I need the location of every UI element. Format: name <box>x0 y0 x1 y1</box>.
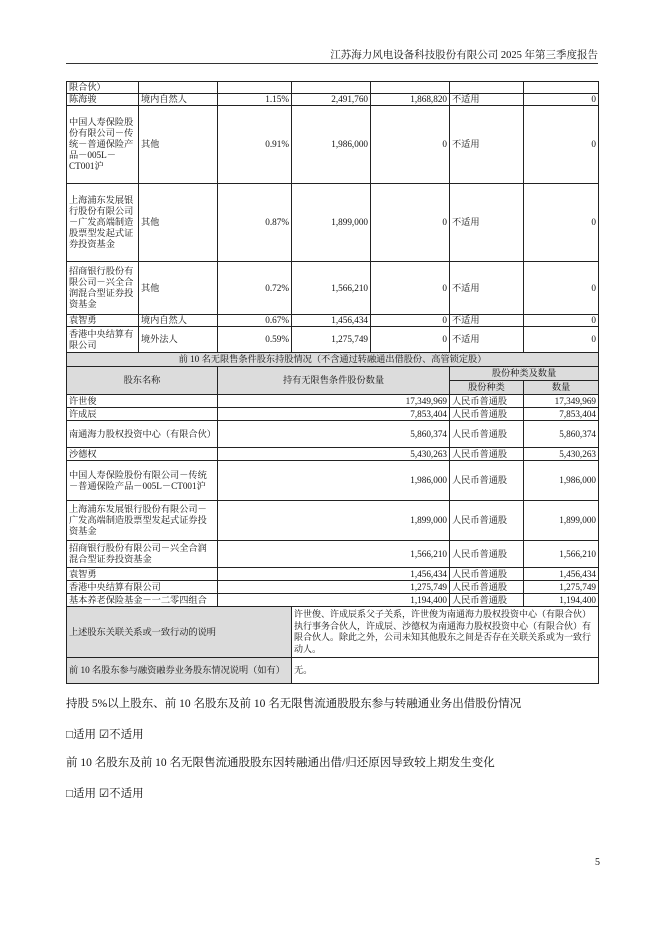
page-header: 江苏海力风电设备科技股份有限公司 2025 年第三季度报告 <box>330 50 598 61</box>
u-qty: 5,430,263 <box>524 448 599 461</box>
u-name: 基本养老保险基金－一二零四组合 <box>67 594 218 607</box>
table-row <box>67 106 599 184</box>
u-type: 人民币普通股 <box>450 581 524 594</box>
table-row <box>67 315 599 327</box>
u-qty: 5,860,374 <box>524 421 599 448</box>
holder-ratio: 0.91% <box>218 106 292 184</box>
u-shares: 1,194,400 <box>218 594 450 607</box>
holder-name: 上海浦东发展银行股份有限公司－广发高端制造股票型发起式证券投资基金 <box>67 184 139 262</box>
u-qty: 1,986,000 <box>524 461 599 501</box>
table-row <box>67 581 599 594</box>
u-type: 人民币普通股 <box>450 421 524 448</box>
u-name: 沙德权 <box>67 448 218 461</box>
u-type: 人民币普通股 <box>450 448 524 461</box>
holder-ratio: 0.59% <box>218 327 292 353</box>
margin-row <box>67 658 599 684</box>
holder-nature: 境内自然人 <box>139 94 218 106</box>
lending-paragraph: 持股 5%以上股东、前 10 名股东及前 10 名无限售流通股股东参与转融通业务出借股份情况 <box>66 698 522 710</box>
holder-shares: 1,275,749 <box>292 327 371 353</box>
table-row <box>67 82 599 94</box>
u-shares: 1,456,434 <box>218 568 450 581</box>
holder-ratio: 0.72% <box>218 262 292 315</box>
holder-nature: 其他 <box>139 184 218 262</box>
holder-qty: 0 <box>524 106 599 184</box>
margin-label: 前 10 名股东参与融资融券业务股东情况说明（如有） <box>67 658 292 684</box>
holder-status: 不适用 <box>450 94 524 106</box>
change-paragraph: 前 10 名股东及前 10 名无限售流通股股东因转融通出借/归还原因导致较上期发生变化 <box>66 757 495 769</box>
holder-status <box>450 82 524 94</box>
holder-restricted: 0 <box>371 327 450 353</box>
holder-name: 香港中央结算有限公司 <box>67 327 139 353</box>
holder-nature <box>139 82 218 94</box>
u-shares: 17,349,969 <box>218 395 450 408</box>
holder-shares: 2,491,760 <box>292 94 371 106</box>
u-name: 许成辰 <box>67 408 218 421</box>
u-type: 人民币普通股 <box>450 408 524 421</box>
table-row <box>67 395 599 408</box>
holder-status: 不适用 <box>450 184 524 262</box>
holder-status: 不适用 <box>450 315 524 327</box>
section-title: 前 10 名无限售条件股东持股情况（不含通过转融通出借股份、高管锁定股） <box>67 353 599 367</box>
col-header-shares: 持有无限售条件股份数量 <box>218 367 450 395</box>
table-row <box>67 262 599 315</box>
table-row <box>67 448 599 461</box>
section-title-row <box>67 353 599 367</box>
holder-name: 陈海骏 <box>67 94 139 106</box>
holder-ratio: 1.15% <box>218 94 292 106</box>
change-applicability: □适用 ☑不适用 <box>66 788 144 800</box>
holder-name: 招商银行股份有限公司－兴全合润混合型证券投资基金 <box>67 262 139 315</box>
holder-restricted: 0 <box>371 262 450 315</box>
table-row <box>67 461 599 501</box>
holder-nature: 其他 <box>139 262 218 315</box>
u-type: 人民币普通股 <box>450 568 524 581</box>
relation-row <box>67 607 599 658</box>
col-header-qty: 数量 <box>524 381 599 395</box>
holder-qty: 0 <box>524 262 599 315</box>
relation-label: 上述股东关联关系或一致行动的说明 <box>67 607 292 658</box>
holder-nature: 境内自然人 <box>139 315 218 327</box>
u-name: 中国人寿保险股份有限公司－传统－普通保险产品－005L－CT001沪 <box>67 461 218 501</box>
lending-applicability: □适用 ☑不适用 <box>66 729 144 741</box>
u-shares: 1,899,000 <box>218 501 450 541</box>
table-row <box>67 541 599 568</box>
holder-shares <box>292 82 371 94</box>
u-shares: 5,860,374 <box>218 421 450 448</box>
holder-shares: 1,566,210 <box>292 262 371 315</box>
holder-nature: 其他 <box>139 106 218 184</box>
holder-qty: 0 <box>524 94 599 106</box>
u-qty: 7,853,404 <box>524 408 599 421</box>
table-row <box>67 184 599 262</box>
u-shares: 1,275,749 <box>218 581 450 594</box>
u-name: 上海浦东发展银行股份有限公司－广发高端制造股票型发起式证券投资基金 <box>67 501 218 541</box>
holder-status: 不适用 <box>450 327 524 353</box>
u-shares: 1,986,000 <box>218 461 450 501</box>
u-qty: 1,194,400 <box>524 594 599 607</box>
holder-qty: 0 <box>524 184 599 262</box>
holder-restricted: 0 <box>371 315 450 327</box>
holder-qty <box>524 82 599 94</box>
holder-ratio <box>218 82 292 94</box>
col-header-name: 股东名称 <box>67 367 218 395</box>
u-qty: 1,275,749 <box>524 581 599 594</box>
u-name: 招商银行股份有限公司－兴全合润混合型证券投资基金 <box>67 541 218 568</box>
holder-restricted: 0 <box>371 106 450 184</box>
page-number: 5 <box>595 857 600 868</box>
relation-text: 许世俊、许成辰系父子关系，许世俊为南通海力股权投资中心（有限合伙）执行事务合伙人，许成辰、沙德权为南通海力股权投资中心（有限合伙）有限合伙人。除此之外，公司未知其他股东之间是否存在关联关系或为一致行动人。 <box>292 607 599 658</box>
table-row <box>67 94 599 106</box>
holder-qty: 0 <box>524 315 599 327</box>
holder-nature: 境外法人 <box>139 327 218 353</box>
holder-qty: 0 <box>524 327 599 353</box>
u-type: 人民币普通股 <box>450 541 524 568</box>
col-header-type: 股份种类 <box>450 381 524 395</box>
u-name: 袁智勇 <box>67 568 218 581</box>
holder-restricted: 0 <box>371 184 450 262</box>
u-qty: 1,456,434 <box>524 568 599 581</box>
u-type: 人民币普通股 <box>450 395 524 408</box>
table-row <box>67 408 599 421</box>
holder-status: 不适用 <box>450 106 524 184</box>
table-row <box>67 568 599 581</box>
holder-restricted: 1,868,820 <box>371 94 450 106</box>
holder-shares: 1,986,000 <box>292 106 371 184</box>
shareholder-table <box>66 81 599 684</box>
holder-name: 中国人寿保险股份有限公司－传统－普通保险产品－005L－CT001沪 <box>67 106 139 184</box>
u-type: 人民币普通股 <box>450 594 524 607</box>
holder-ratio: 0.67% <box>218 315 292 327</box>
holder-shares: 1,899,000 <box>292 184 371 262</box>
u-shares: 5,430,263 <box>218 448 450 461</box>
u-shares: 7,853,404 <box>218 408 450 421</box>
u-name: 南通海力股权投资中心（有限合伙） <box>67 421 218 448</box>
holder-ratio: 0.87% <box>218 184 292 262</box>
table-row <box>67 421 599 448</box>
table-row <box>67 501 599 541</box>
u-name: 许世俊 <box>67 395 218 408</box>
table-row <box>67 594 599 607</box>
u-qty: 17,349,969 <box>524 395 599 408</box>
holder-status: 不适用 <box>450 262 524 315</box>
u-type: 人民币普通股 <box>450 461 524 501</box>
u-name: 香港中央结算有限公司 <box>67 581 218 594</box>
holder-restricted <box>371 82 450 94</box>
holder-shares: 1,456,434 <box>292 315 371 327</box>
header-row <box>67 367 599 381</box>
u-qty: 1,566,210 <box>524 541 599 568</box>
holder-name: 袁智勇 <box>67 315 139 327</box>
u-shares: 1,566,210 <box>218 541 450 568</box>
col-header-type-group: 股份种类及数量 <box>450 367 599 381</box>
margin-text: 无。 <box>292 658 599 684</box>
u-qty: 1,899,000 <box>524 501 599 541</box>
holder-name: 限合伙） <box>67 82 139 94</box>
header-divider <box>66 63 598 64</box>
table-row <box>67 327 599 353</box>
u-type: 人民币普通股 <box>450 501 524 541</box>
